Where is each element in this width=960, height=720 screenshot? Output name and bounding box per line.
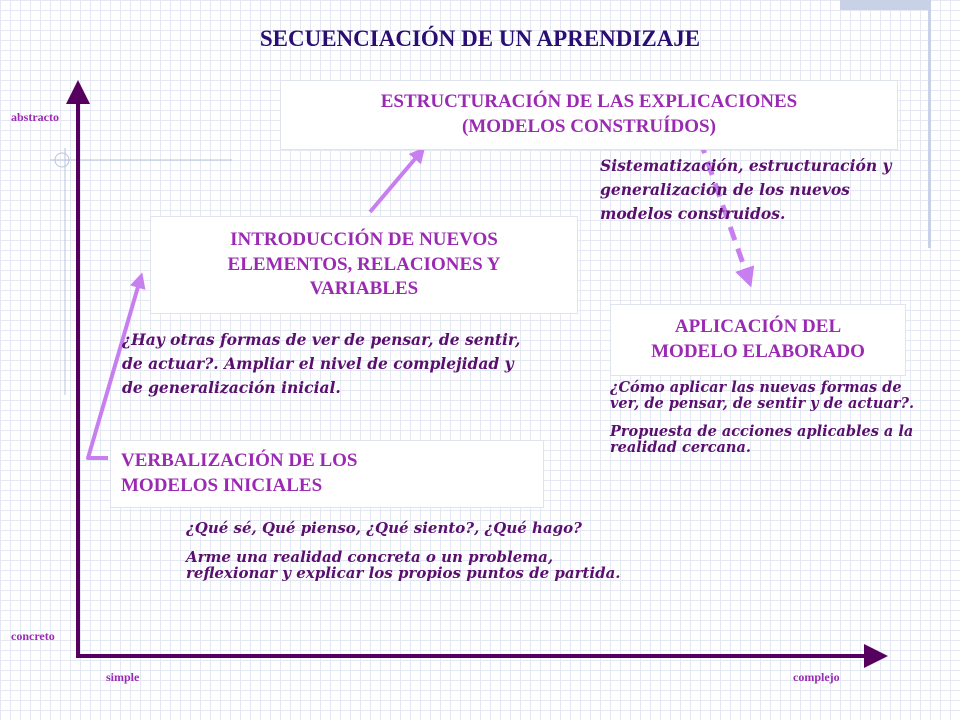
structuring-box (280, 80, 898, 150)
axis-label-simple: simple (106, 670, 140, 684)
application-line-1: APLICACIÓN DEL (674, 316, 842, 338)
verbalization-line-2: MODELOS INICIALES (121, 475, 323, 496)
axis-label-complex: complejo (793, 670, 840, 684)
axis-label-abstract: abstracto (11, 110, 59, 124)
introduction-box (150, 216, 578, 314)
note-proposal: Propuesta de acciones aplicables a la realidad cercana. (610, 422, 914, 456)
note-what-know: ¿Qué sé, Qué pienso, ¿Qué siento?, ¿Qué hago? Arme una realidad concreta o un problema, reflexionar y explicar los propios puntos de partida. (186, 520, 636, 582)
introduction-line-3: VARIABLES (309, 278, 419, 300)
axis-label-concrete: concreto (11, 629, 55, 643)
structuring-line-1: ESTRUCTURACIÓN DE LAS EXPLICACIONES (380, 91, 798, 113)
note-systematization: Sistematización, estructuración y generalización de los nuevos modelos construidos. (600, 156, 892, 224)
verbalization-box (110, 440, 544, 508)
introduction-line-1: INTRODUCCIÓN DE NUEVOS (230, 228, 498, 250)
application-line-2: MODELO ELABORADO (651, 341, 865, 362)
introduction-line-2: ELEMENTOS, RELACIONES Y (227, 253, 501, 275)
slide-title: SECUENCIACIÓN DE UN APRENDIZAJE (259, 26, 701, 51)
arrow-introduction-to-structuring (370, 153, 420, 212)
note-arm-reality: Arme una realidad concreta o un problema, reflexionar y explicar los propios puntos de partida. (186, 547, 621, 582)
note-how-apply: ¿Cómo aplicar las nuevas formas de ver, de pensar, de sentir y de actuar?. Propuesta de acciones aplicables a la realidad cercana. (610, 380, 930, 456)
verbalization-line-1: VERBALIZACIÓN DE LOS (121, 450, 358, 472)
note-other-ways: ¿Hay otras formas de ver de pensar, de sentir, de actuar?. Ampliar el nivel de complejidad y de generalización inicial. (122, 330, 521, 398)
application-box (610, 304, 906, 376)
structuring-line-2: (MODELOS CONSTRUÍDOS) (462, 116, 716, 137)
